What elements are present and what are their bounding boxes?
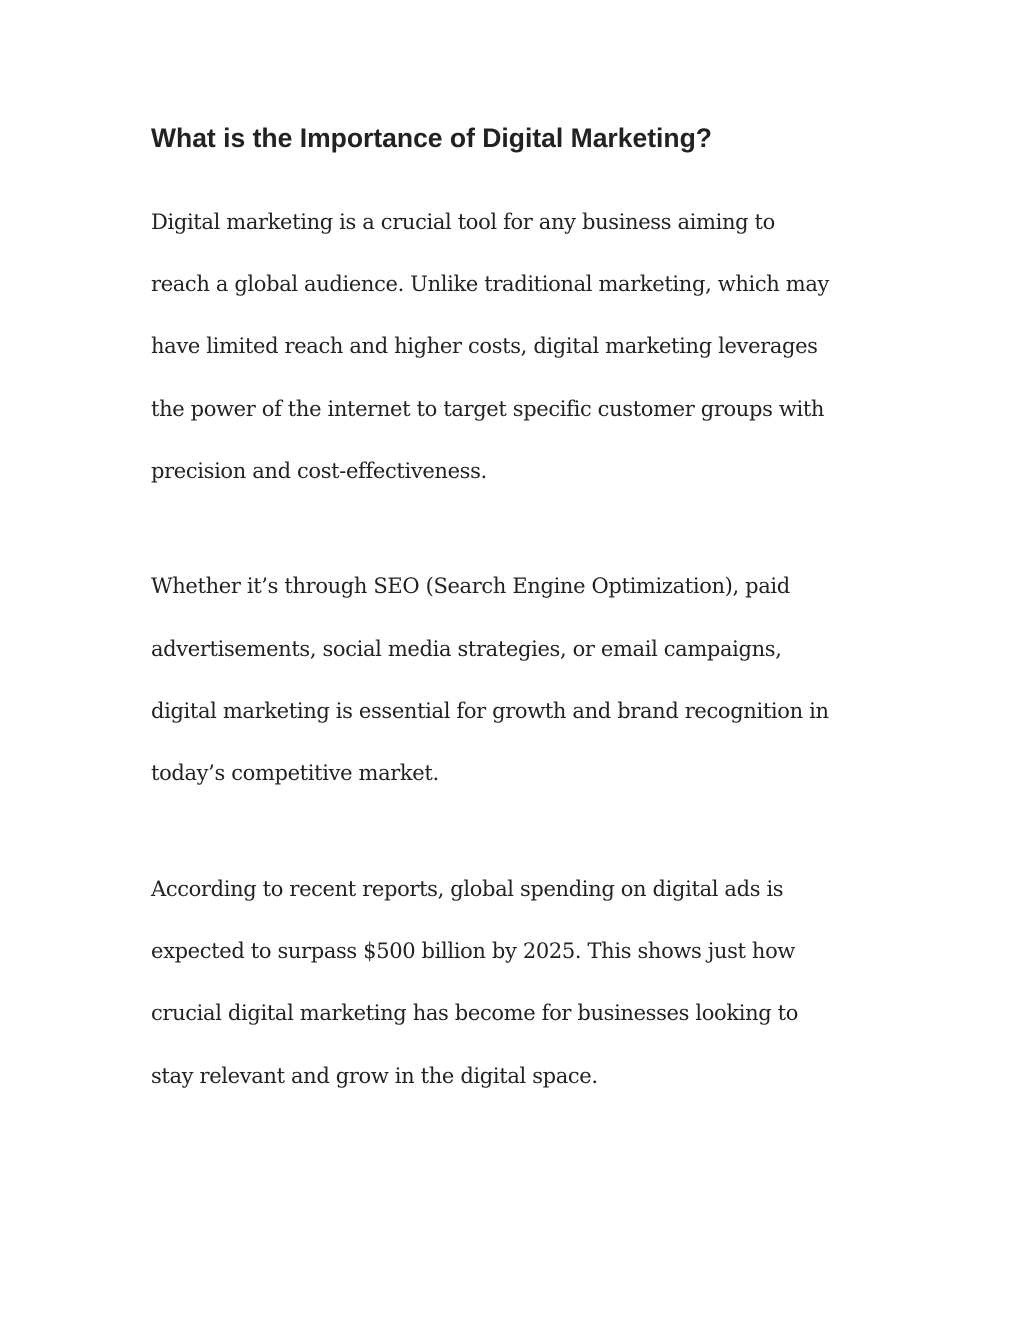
paragraph-line: Digital marketing is a crucial tool for any business aiming to [151,210,775,234]
paragraph-line: According to recent reports, global spending on digital ads is [151,877,784,901]
paragraph-line: reach a global audience. Unlike traditional marketing, which may [151,272,830,296]
paragraph-line: stay relevant and grow in the digital space. [151,1064,598,1088]
paragraph-line: advertisements, social media strategies, or email campaigns, [151,637,782,661]
paragraph-line: crucial digital marketing has become for businesses looking to [151,1001,799,1025]
paragraph-line: today’s competitive market. [151,761,439,785]
paragraph-line: digital marketing is essential for growth and brand recognition in [151,699,829,723]
paragraph-line: precision and cost-effectiveness. [151,459,487,483]
document-title: What is the Importance of Digital Marketing? [151,123,712,153]
paragraph-line: expected to surpass $500 billion by 2025. This shows just how [151,939,796,963]
paragraph-line: have limited reach and higher costs, digital marketing leverages [151,334,818,358]
paragraph-line: Whether it’s through SEO (Search Engine Optimization), paid [151,574,790,598]
paragraph-line: the power of the internet to target specific customer groups with [151,397,825,421]
